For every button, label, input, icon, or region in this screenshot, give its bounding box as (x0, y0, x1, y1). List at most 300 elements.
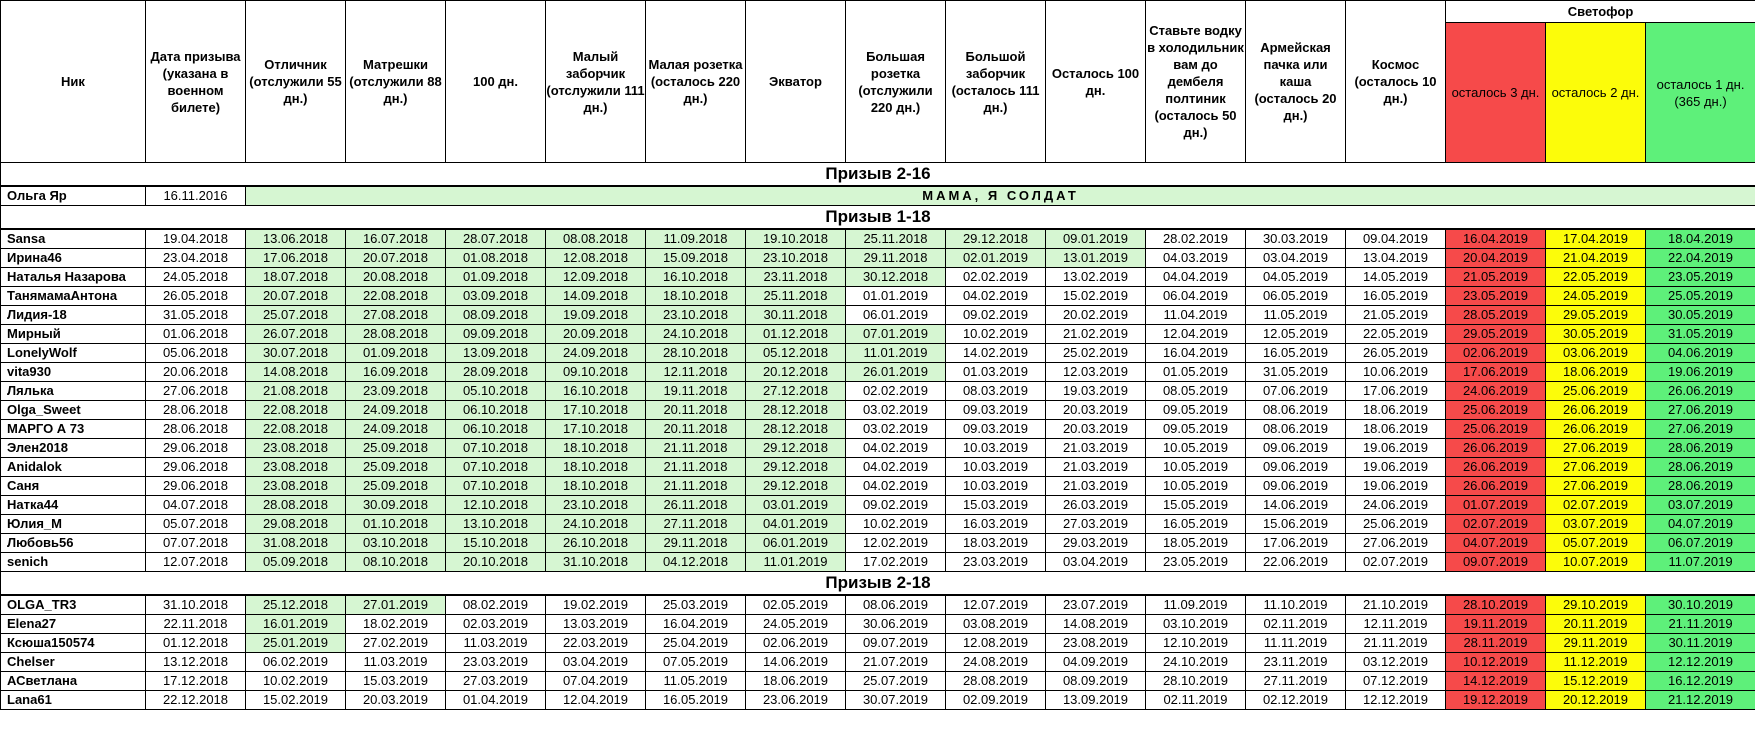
milestone-cell: 23.08.2018 (246, 477, 346, 496)
milestone-cell: 03.09.2018 (446, 287, 546, 306)
milestone-cell: 13.03.2019 (546, 615, 646, 634)
milestone-cell: 25.06.2019 (1346, 515, 1446, 534)
svetofor-yellow-cell: 29.10.2019 (1546, 595, 1646, 615)
svetofor-yellow-cell: 29.05.2019 (1546, 306, 1646, 325)
milestone-cell: 08.05.2019 (1146, 382, 1246, 401)
svetofor-red-cell: 19.12.2019 (1446, 691, 1546, 710)
svetofor-green-cell: 21.12.2019 (1646, 691, 1755, 710)
milestone-cell: 27.08.2018 (346, 306, 446, 325)
table-row (1, 595, 1755, 615)
milestone-cell: 02.11.2019 (1146, 691, 1246, 710)
milestone-cell: 08.03.2019 (946, 382, 1046, 401)
table-row (1, 534, 1755, 553)
milestone-cell: 07.10.2018 (446, 439, 546, 458)
milestone-cell: 17.10.2018 (546, 401, 646, 420)
milestone-cell: 01.05.2019 (1146, 363, 1246, 382)
milestone-cell: 29.03.2019 (1046, 534, 1146, 553)
milestone-cell: 12.12.2019 (1346, 691, 1446, 710)
milestone-cell: 16.05.2019 (1246, 344, 1346, 363)
milestone-cell: 25.09.2018 (346, 439, 446, 458)
milestone-cell: 07.06.2019 (1246, 382, 1346, 401)
milestone-cell: 21.11.2018 (646, 439, 746, 458)
milestone-cell: 12.09.2018 (546, 268, 646, 287)
milestone-cell: 16.05.2019 (1346, 287, 1446, 306)
svetofor-yellow-cell: 25.06.2019 (1546, 382, 1646, 401)
nick-cell: Лидия-18 (1, 306, 146, 325)
milestone-cell: 09.06.2019 (1246, 477, 1346, 496)
svetofor-red-cell: 17.06.2019 (1446, 363, 1546, 382)
svetofor-yellow-cell: 27.06.2019 (1546, 477, 1646, 496)
milestone-cell: 25.07.2019 (846, 672, 946, 691)
date-cell: 22.12.2018 (146, 691, 246, 710)
milestone-cell: 20.03.2019 (1046, 420, 1146, 439)
milestone-cell: 22.06.2019 (1246, 553, 1346, 572)
milestone-cell: 16.04.2019 (646, 615, 746, 634)
milestone-cell: 23.08.2018 (246, 439, 346, 458)
milestone-cell: 29.12.2018 (746, 477, 846, 496)
milestone-cell: 06.02.2019 (246, 653, 346, 672)
svetofor-red-cell: 26.06.2019 (1446, 439, 1546, 458)
milestone-cell: 27.03.2019 (446, 672, 546, 691)
milestone-cell: 30.09.2018 (346, 496, 446, 515)
milestone-cell: 02.12.2019 (1246, 691, 1346, 710)
milestone-cell: 09.05.2019 (1146, 401, 1246, 420)
milestone-cell: 01.09.2018 (446, 268, 546, 287)
table-row (1, 420, 1755, 439)
nick-cell: Lana61 (1, 691, 146, 710)
milestone-cell: 01.10.2018 (346, 515, 446, 534)
date-cell: 16.11.2016 (146, 186, 246, 206)
col-otlichnik: Отличник (отслужили 55 дн.) (246, 1, 346, 163)
milestone-cell: 12.05.2019 (1246, 325, 1346, 344)
milestone-cell: 24.10.2018 (546, 515, 646, 534)
milestone-cell: 25.11.2018 (746, 287, 846, 306)
milestone-cell: 06.05.2019 (1246, 287, 1346, 306)
milestone-cell: 19.06.2019 (1346, 458, 1446, 477)
milestone-cell: 24.06.2019 (1346, 496, 1446, 515)
nick-cell: АСветлана (1, 672, 146, 691)
milestone-cell: 07.04.2019 (546, 672, 646, 691)
table-row (1, 306, 1755, 325)
milestone-cell: 07.10.2018 (446, 477, 546, 496)
date-cell: 31.10.2018 (146, 595, 246, 615)
milestone-cell: 14.05.2019 (1346, 268, 1446, 287)
date-cell: 22.11.2018 (146, 615, 246, 634)
table-row (1, 287, 1755, 306)
table-row (1, 477, 1755, 496)
nick-cell: Натка44 (1, 496, 146, 515)
svetofor-green-cell: 28.06.2019 (1646, 458, 1755, 477)
milestone-cell: 09.04.2019 (1346, 229, 1446, 249)
milestone-cell: 04.02.2019 (946, 287, 1046, 306)
svetofor-yellow-cell: 20.12.2019 (1546, 691, 1646, 710)
milestone-cell: 12.04.2019 (546, 691, 646, 710)
milestone-cell: 03.08.2019 (946, 615, 1046, 634)
milestone-cell: 31.10.2018 (546, 553, 646, 572)
svetofor-yellow-cell: 27.06.2019 (1546, 458, 1646, 477)
col-equator: Экватор (746, 1, 846, 163)
milestone-cell: 10.05.2019 (1146, 439, 1246, 458)
milestone-cell: 16.05.2019 (646, 691, 746, 710)
milestone-cell: 03.04.2019 (1246, 249, 1346, 268)
milestone-cell: 18.03.2019 (946, 534, 1046, 553)
date-cell: 24.05.2018 (146, 268, 246, 287)
table-body (1, 163, 1755, 710)
date-cell: 04.07.2018 (146, 496, 246, 515)
milestone-cell: 20.02.2019 (1046, 306, 1146, 325)
milestone-cell: 29.11.2018 (646, 534, 746, 553)
date-cell: 05.06.2018 (146, 344, 246, 363)
milestone-cell: 17.06.2019 (1346, 382, 1446, 401)
date-cell: 28.06.2018 (146, 401, 246, 420)
milestone-cell: 04.01.2019 (746, 515, 846, 534)
nick-cell: LonelyWolf (1, 344, 146, 363)
milestone-cell: 10.03.2019 (946, 477, 1046, 496)
milestone-cell: 18.06.2019 (1346, 420, 1446, 439)
milestone-cell: 03.01.2019 (746, 496, 846, 515)
milestone-cell: 12.04.2019 (1146, 325, 1246, 344)
group-header (1, 572, 1755, 596)
milestone-cell: 11.05.2019 (646, 672, 746, 691)
milestone-cell: 28.08.2018 (246, 496, 346, 515)
milestone-cell: 23.10.2018 (546, 496, 646, 515)
milestone-cell: 23.08.2018 (246, 458, 346, 477)
milestone-cell: 29.12.2018 (946, 229, 1046, 249)
nick-cell: ТанямамаАнтона (1, 287, 146, 306)
milestone-cell: 15.03.2019 (346, 672, 446, 691)
milestone-cell: 21.10.2019 (1346, 595, 1446, 615)
milestone-cell: 24.05.2019 (746, 615, 846, 634)
milestone-cell: 02.02.2019 (946, 268, 1046, 287)
nick-cell: OLGA_TR3 (1, 595, 146, 615)
milestone-cell: 25.07.2018 (246, 306, 346, 325)
date-cell: 27.06.2018 (146, 382, 246, 401)
milestone-cell: 19.03.2019 (1046, 382, 1146, 401)
milestone-cell: 05.12.2018 (746, 344, 846, 363)
milestone-cell: 26.01.2019 (846, 363, 946, 382)
milestone-cell: 30.06.2019 (846, 615, 946, 634)
milestone-cell: 24.08.2019 (946, 653, 1046, 672)
table-row (1, 186, 1755, 206)
milestone-cell: 03.04.2019 (1046, 553, 1146, 572)
milestone-cell: 01.12.2018 (746, 325, 846, 344)
svetofor-red-cell: 21.05.2019 (1446, 268, 1546, 287)
milestone-cell: 02.02.2019 (846, 382, 946, 401)
milestone-cell: 18.10.2018 (546, 458, 646, 477)
milestone-cell: 29.08.2018 (246, 515, 346, 534)
milestone-cell: 05.09.2018 (246, 553, 346, 572)
milestone-cell: 29.11.2018 (846, 249, 946, 268)
milestone-cell: 12.03.2019 (1046, 363, 1146, 382)
milestone-cell: 28.08.2018 (346, 325, 446, 344)
svetofor-yellow-cell: 21.04.2019 (1546, 249, 1646, 268)
svetofor-red-cell: 23.05.2019 (1446, 287, 1546, 306)
milestone-cell: 07.12.2019 (1346, 672, 1446, 691)
col-big-fence: Большой заборчик (осталось 111 дн.) (946, 1, 1046, 163)
milestone-cell: 02.11.2019 (1246, 615, 1346, 634)
milestone-cell: 21.03.2019 (1046, 477, 1146, 496)
table-row (1, 325, 1755, 344)
svetofor-green-cell: 04.07.2019 (1646, 515, 1755, 534)
group-header (1, 163, 1755, 187)
milestone-cell: 03.12.2019 (1346, 653, 1446, 672)
milestone-cell: 04.02.2019 (846, 439, 946, 458)
milestone-cell: 27.12.2018 (746, 382, 846, 401)
svetofor-yellow-cell: 27.06.2019 (1546, 439, 1646, 458)
svetofor-red-cell: 16.04.2019 (1446, 229, 1546, 249)
milestone-cell: 16.07.2018 (346, 229, 446, 249)
milestone-cell: 29.12.2018 (746, 439, 846, 458)
milestone-cell: 09.05.2019 (1146, 420, 1246, 439)
svetofor-yellow-cell: 18.06.2019 (1546, 363, 1646, 382)
milestone-cell: 08.09.2018 (446, 306, 546, 325)
milestone-cell: 18.10.2018 (646, 287, 746, 306)
milestone-cell: 25.11.2018 (846, 229, 946, 249)
milestone-cell: 15.02.2019 (246, 691, 346, 710)
svetofor-yellow-cell: 15.12.2019 (1546, 672, 1646, 691)
milestone-cell: 19.06.2019 (1346, 477, 1446, 496)
milestone-cell: 03.10.2019 (1146, 615, 1246, 634)
svetofor-green-cell: 28.06.2019 (1646, 477, 1755, 496)
svetofor-red-cell: 24.06.2019 (1446, 382, 1546, 401)
milestone-cell: 27.11.2018 (646, 515, 746, 534)
milestone-cell: 22.03.2019 (546, 634, 646, 653)
milestone-cell: 13.09.2018 (446, 344, 546, 363)
svetofor-red-cell: 10.12.2019 (1446, 653, 1546, 672)
svetofor-green-cell: 30.10.2019 (1646, 595, 1755, 615)
milestone-cell: 14.02.2019 (946, 344, 1046, 363)
table-row (1, 382, 1755, 401)
svetofor-yellow-cell: 22.05.2019 (1546, 268, 1646, 287)
col-small-rosette: Малая розетка (осталось 220 дн.) (646, 1, 746, 163)
milestone-cell: 21.11.2018 (646, 477, 746, 496)
svetofor-green-cell: 30.05.2019 (1646, 306, 1755, 325)
milestone-cell: 26.07.2018 (246, 325, 346, 344)
table-row (1, 672, 1755, 691)
milestone-cell: 18.05.2019 (1146, 534, 1246, 553)
nick-cell: Anidalok (1, 458, 146, 477)
milestone-cell: 04.09.2019 (1046, 653, 1146, 672)
milestone-cell: 25.12.2018 (246, 595, 346, 615)
milestone-cell: 25.02.2019 (1046, 344, 1146, 363)
milestone-cell: 20.03.2019 (1046, 401, 1146, 420)
svetofor-red-cell: 09.07.2019 (1446, 553, 1546, 572)
svetofor-yellow-cell: 24.05.2019 (1546, 287, 1646, 306)
svetofor-yellow-cell: 29.11.2019 (1546, 634, 1646, 653)
milestone-cell: 04.03.2019 (1146, 249, 1246, 268)
svetofor-green-cell: 31.05.2019 (1646, 325, 1755, 344)
milestone-cell: 28.08.2019 (946, 672, 1046, 691)
svetofor-red-cell: 26.06.2019 (1446, 458, 1546, 477)
milestone-cell: 30.11.2018 (746, 306, 846, 325)
svetofor-red-cell: 29.05.2019 (1446, 325, 1546, 344)
col-nick: Ник (1, 1, 146, 163)
nick-cell: Ксюша150574 (1, 634, 146, 653)
date-cell: 17.12.2018 (146, 672, 246, 691)
milestone-cell: 13.10.2018 (446, 515, 546, 534)
milestone-cell: 24.09.2018 (546, 344, 646, 363)
milestone-cell: 20.07.2018 (246, 287, 346, 306)
svetofor-green-cell: 28.06.2019 (1646, 439, 1755, 458)
svetofor-green-cell: 16.12.2019 (1646, 672, 1755, 691)
milestone-cell: 25.09.2018 (346, 477, 446, 496)
milestone-cell: 15.10.2018 (446, 534, 546, 553)
nick-cell: Наталья Назарова (1, 268, 146, 287)
col-matreshki: Матрешки (отслужили 88 дн.) (346, 1, 446, 163)
nick-cell: Elena27 (1, 615, 146, 634)
svetofor-green-cell: 04.06.2019 (1646, 344, 1755, 363)
milestone-cell: 03.02.2019 (846, 401, 946, 420)
group-title: Призыв 2-18 (1, 572, 1755, 596)
milestone-cell: 01.09.2018 (346, 344, 446, 363)
milestone-cell: 05.10.2018 (446, 382, 546, 401)
nick-cell: Sansa (1, 229, 146, 249)
milestone-cell: 20.12.2018 (746, 363, 846, 382)
svetofor-red-cell: 19.11.2019 (1446, 615, 1546, 634)
milestone-cell: 12.08.2018 (546, 249, 646, 268)
milestone-cell: 26.11.2018 (646, 496, 746, 515)
milestone-cell: 11.01.2019 (746, 553, 846, 572)
svetofor-red-cell: 04.07.2019 (1446, 534, 1546, 553)
milestone-cell: 18.06.2019 (1346, 401, 1446, 420)
milestone-cell: 19.10.2018 (746, 229, 846, 249)
milestone-cell: 24.10.2019 (1146, 653, 1246, 672)
milestone-cell: 07.10.2018 (446, 458, 546, 477)
milestone-cell: 09.06.2019 (1246, 439, 1346, 458)
milestone-cell: 17.02.2019 (846, 553, 946, 572)
milestone-cell: 15.09.2018 (646, 249, 746, 268)
milestone-cell: 01.04.2019 (446, 691, 546, 710)
col-100-left: Осталось 100 дн. (1046, 1, 1146, 163)
milestone-cell: 08.06.2019 (1246, 401, 1346, 420)
milestone-cell: 28.07.2018 (446, 229, 546, 249)
milestone-cell: 26.03.2019 (1046, 496, 1146, 515)
milestone-cell: 19.09.2018 (546, 306, 646, 325)
milestone-cell: 04.02.2019 (846, 458, 946, 477)
milestone-cell: 15.03.2019 (946, 496, 1046, 515)
svetofor-green-cell: 06.07.2019 (1646, 534, 1755, 553)
milestone-cell: 21.08.2018 (246, 382, 346, 401)
milestone-cell: 16.10.2018 (546, 382, 646, 401)
milestone-cell: 20.09.2018 (546, 325, 646, 344)
milestone-cell: 23.11.2018 (746, 268, 846, 287)
table-row (1, 249, 1755, 268)
milestone-cell: 21.11.2019 (1346, 634, 1446, 653)
milestone-cell: 26.05.2019 (1346, 344, 1446, 363)
milestone-cell: 06.04.2019 (1146, 287, 1246, 306)
milestone-cell: 09.01.2019 (1046, 229, 1146, 249)
milestone-cell: 13.06.2018 (246, 229, 346, 249)
milestone-cell: 08.09.2019 (1046, 672, 1146, 691)
milestone-cell: 27.02.2019 (346, 634, 446, 653)
milestone-cell: 06.01.2019 (846, 306, 946, 325)
svetofor-red-cell: 25.06.2019 (1446, 401, 1546, 420)
milestone-cell: 15.05.2019 (1146, 496, 1246, 515)
svetofor-yellow-cell: 10.07.2019 (1546, 553, 1646, 572)
milestone-cell: 22.08.2018 (246, 401, 346, 420)
svetofor-yellow-cell: 30.05.2019 (1546, 325, 1646, 344)
milestone-cell: 20.08.2018 (346, 268, 446, 287)
milestone-cell: 11.03.2019 (346, 653, 446, 672)
milestone-cell: 01.03.2019 (946, 363, 1046, 382)
milestone-cell: 01.01.2019 (846, 287, 946, 306)
milestone-cell: 18.02.2019 (346, 615, 446, 634)
milestone-cell: 23.11.2019 (1246, 653, 1346, 672)
milestone-cell: 27.03.2019 (1046, 515, 1146, 534)
svetofor-green-cell: 11.07.2019 (1646, 553, 1755, 572)
milestone-cell: 15.06.2019 (1246, 515, 1346, 534)
date-cell: 07.07.2018 (146, 534, 246, 553)
milestone-cell: 04.12.2018 (646, 553, 746, 572)
date-cell: 13.12.2018 (146, 653, 246, 672)
svetofor-red-cell: 01.07.2019 (1446, 496, 1546, 515)
date-cell: 29.06.2018 (146, 477, 246, 496)
milestone-cell: 07.01.2019 (846, 325, 946, 344)
milestone-cell: 08.02.2019 (446, 595, 546, 615)
table-row (1, 439, 1755, 458)
milestone-cell: 18.06.2019 (746, 672, 846, 691)
milestone-cell: 11.05.2019 (1246, 306, 1346, 325)
milestone-cell: 24.09.2018 (346, 401, 446, 420)
milestone-cell: 18.07.2018 (246, 268, 346, 287)
milestone-cell: 09.03.2019 (946, 401, 1046, 420)
date-cell: 01.06.2018 (146, 325, 246, 344)
milestone-cell: 20.11.2018 (646, 401, 746, 420)
nick-cell: vita930 (1, 363, 146, 382)
milestone-cell: 23.09.2018 (346, 382, 446, 401)
table-row (1, 615, 1755, 634)
milestone-cell: 08.06.2019 (846, 595, 946, 615)
table-row (1, 458, 1755, 477)
milestone-cell: 25.04.2019 (646, 634, 746, 653)
date-cell: 23.04.2018 (146, 249, 246, 268)
milestone-cell: 27.06.2019 (1346, 534, 1446, 553)
milestone-cell: 03.10.2018 (346, 534, 446, 553)
col-army-pack: Армейская пачка или каша (осталось 20 дн.) (1246, 1, 1346, 163)
svetofor-green-cell: 03.07.2019 (1646, 496, 1755, 515)
milestone-cell: 09.02.2019 (846, 496, 946, 515)
milestone-cell: 10.05.2019 (1146, 477, 1246, 496)
svetofor-green-cell: 27.06.2019 (1646, 401, 1755, 420)
milestone-cell: 09.07.2019 (846, 634, 946, 653)
milestone-cell: 01.08.2018 (446, 249, 546, 268)
milestone-cell: 09.03.2019 (946, 420, 1046, 439)
svetofor-yellow-cell: 11.12.2019 (1546, 653, 1646, 672)
milestone-cell: 20.03.2019 (346, 691, 446, 710)
milestone-cell: 23.10.2018 (746, 249, 846, 268)
svetofor-yellow-cell: 02.07.2019 (1546, 496, 1646, 515)
milestone-cell: 08.08.2018 (546, 229, 646, 249)
nick-cell: Саня (1, 477, 146, 496)
svetofor-green-cell: 12.12.2019 (1646, 653, 1755, 672)
milestone-cell: 12.11.2019 (1346, 615, 1446, 634)
svetofor-yellow-cell: 26.06.2019 (1546, 420, 1646, 439)
milestone-cell: 12.02.2019 (846, 534, 946, 553)
milestone-cell: 10.06.2019 (1346, 363, 1446, 382)
date-cell: 19.04.2018 (146, 229, 246, 249)
svetofor-green-cell: 22.04.2019 (1646, 249, 1755, 268)
milestone-cell: 30.12.2018 (846, 268, 946, 287)
milestone-cell: 13.09.2019 (1046, 691, 1146, 710)
nick-cell: Лялька (1, 382, 146, 401)
milestone-cell: 28.12.2018 (746, 401, 846, 420)
milestone-cell: 06.10.2018 (446, 401, 546, 420)
milestone-cell: 15.02.2019 (1046, 287, 1146, 306)
milestone-cell: 12.07.2019 (946, 595, 1046, 615)
group-title: Призыв 2-16 (1, 163, 1755, 187)
milestone-cell: 14.08.2019 (1046, 615, 1146, 634)
milestone-cell: 24.10.2018 (646, 325, 746, 344)
